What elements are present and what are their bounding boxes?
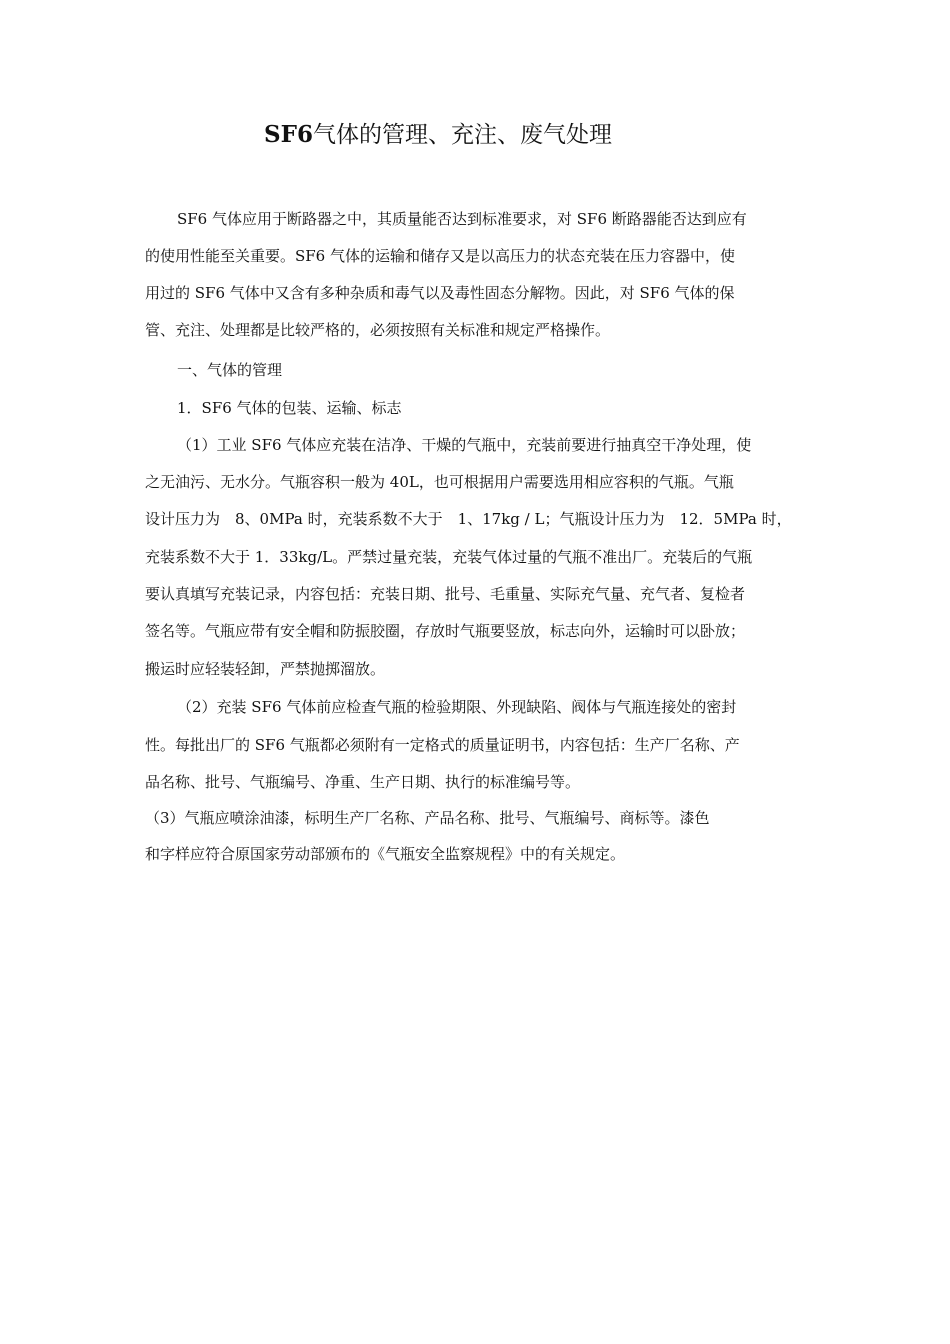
paragraph-line: 管、充注、处理都是比较严格的，必须按照有关标准和规定严格操作。: [145, 321, 611, 339]
paragraph-line: 的使用性能至关重要。SF6 气体的运输和储存又是以高压力的状态充装在压力容器中，使: [145, 247, 735, 265]
title-lead: SF6: [264, 121, 313, 148]
paragraph-line: SF6 气体应用于断路器之中，其质量能否达到标准要求，对 SF6 断路器能否达到应有: [177, 210, 747, 228]
paragraph-line: （3）气瓶应喷涂油漆，标明生产厂名称、产品名称、批号、气瓶编号、商标等。漆色: [145, 809, 710, 827]
paragraph-line: （1）工业 SF6 气体应充装在洁净、干燥的气瓶中，充装前要进行抽真空干净处理，使: [177, 436, 752, 454]
title-rest: 气体的管理、充注、废气处理: [312, 122, 612, 148]
paragraph-line: 签名等。气瓶应带有安全帽和防振胶圈，存放时气瓶要竖放，标志向外，运输时可以卧放；: [145, 622, 746, 640]
paragraph-line: 用过的 SF6 气体中又含有多种杂质和毒气以及毒性固态分解物。因此，对 SF6 气体的保: [145, 284, 735, 302]
paragraph-line: 设计压力为 8、0MPa 时，充装系数不大于 1、17kg / L；气瓶设计压力为 12．5MPa 时，: [145, 510, 792, 528]
subsection-heading: 1．SF6 气体的包装、运输、标志: [177, 399, 402, 417]
paragraph-line: 搬运时应轻装轻卸，严禁抛掷溜放。: [145, 660, 386, 678]
paragraph-line: 性。每批出厂的 SF6 气瓶都必须附有一定格式的质量证明书，内容包括：生产厂名称、产: [145, 736, 740, 754]
document-title: [264, 119, 612, 151]
paragraph-line: 和字样应符合原国家劳动部颁布的《气瓶安全监察规程》中的有关规定。: [145, 845, 626, 863]
paragraph-line: 之无油污、无水分。气瓶容积一般为 40L，也可根据用户需要选用相应容积的气瓶。气瓶: [145, 473, 734, 491]
paragraph-line: 品名称、批号、气瓶编号、净重、生产日期、执行的标准编号等。: [145, 773, 581, 791]
paragraph-line: （2）充装 SF6 气体前应检查气瓶的检验期限、外现缺陷、阀体与气瓶连接处的密封: [177, 698, 737, 716]
paragraph-line: 充装系数不大于 1．33kg/L。严禁过量充装，充装气体过量的气瓶不准出厂。充装后的气瓶: [145, 548, 753, 566]
section-heading: 一、气体的管理: [177, 361, 283, 379]
paragraph-line: 要认真填写充装记录，内容包括：充装日期、批号、毛重量、实际充气量、充气者、复检者: [145, 585, 746, 603]
